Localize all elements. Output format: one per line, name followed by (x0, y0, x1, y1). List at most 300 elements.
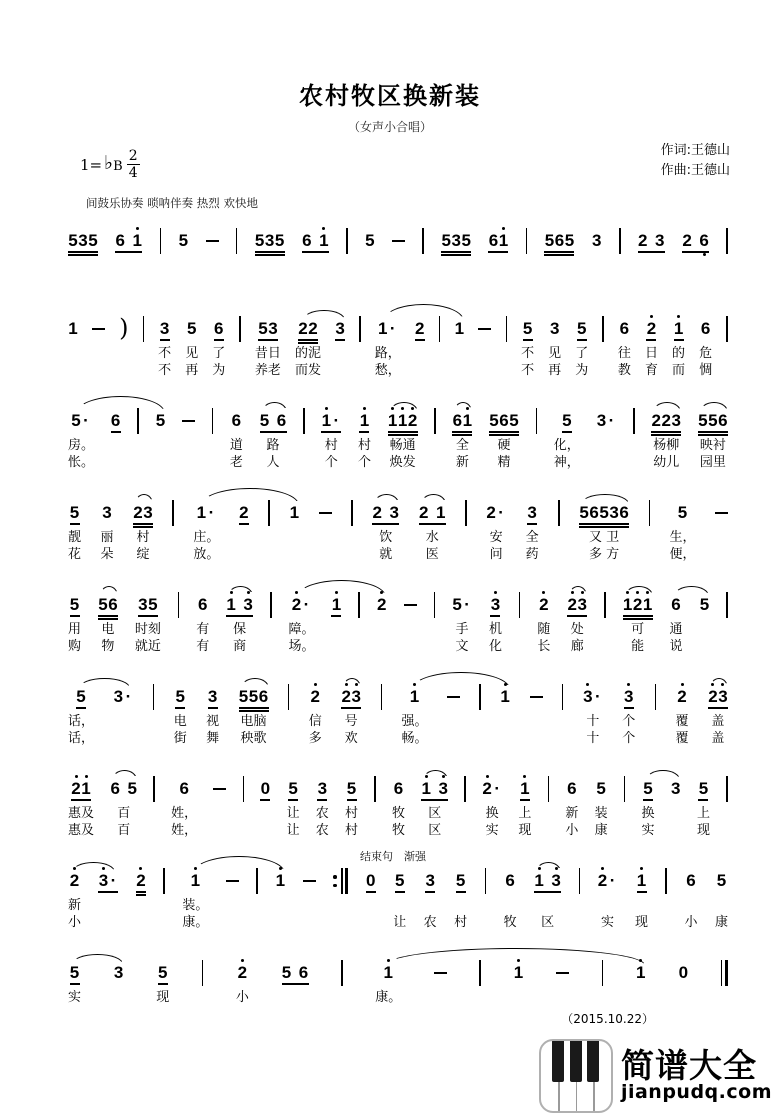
duration-underline (388, 434, 418, 436)
lyric-line2 (106, 914, 110, 931)
tempo-marking: 间鼓乐协奏 唢呐伴奏 热烈 欢快地 (86, 196, 258, 210)
duration-underline (372, 523, 399, 525)
note-digit: 2 (372, 503, 382, 522)
brand-name: 简谱大全 (620, 1045, 757, 1085)
lyric-line2 (278, 914, 282, 931)
dash-note (213, 779, 226, 799)
note-digit: 5 (178, 231, 189, 250)
lyric-line1 (408, 621, 412, 638)
note-group (504, 865, 517, 931)
note-group (92, 313, 105, 379)
lyric-line2: 花 (68, 547, 82, 562)
note-digit: 1 (359, 411, 370, 430)
lyric-line1: 个 (622, 714, 636, 729)
lyric-line1 (483, 345, 487, 362)
note-group (636, 957, 646, 1006)
duration-underline (298, 339, 318, 341)
note-digit: 5 (248, 687, 259, 706)
note-group (212, 313, 225, 379)
barline (137, 408, 139, 434)
duration-underline (534, 891, 561, 893)
note-digit: 5 (596, 779, 606, 798)
lyric-line1: 通 (669, 622, 683, 637)
duration-underline (260, 431, 287, 433)
duration-underline (214, 339, 224, 341)
note-digit: 3 (264, 231, 275, 250)
score-line (68, 589, 728, 655)
note-digit: 5 (288, 779, 298, 798)
note-digit: 6 (619, 503, 629, 522)
note-group (699, 589, 709, 655)
lyric-line2 (604, 454, 608, 471)
lyric-line2 (158, 454, 162, 471)
octave-dot-above (194, 867, 197, 870)
lyric-line1: 换 (485, 806, 499, 821)
lyric-line2: 精 (497, 455, 511, 470)
note-row (68, 405, 728, 471)
lyric-line1 (516, 989, 520, 1006)
note-digit: 2 (567, 595, 577, 614)
octave-dot-above (325, 407, 328, 410)
note-group (375, 957, 401, 1006)
lyric-line2: 实 (601, 915, 615, 930)
octave-dot-above (636, 591, 639, 594)
lyric-line2 (380, 638, 384, 655)
lyricist-credit: 作词:王德山 (660, 143, 730, 158)
note-digit: 5 (186, 319, 197, 338)
phrase-close-paren: ) (119, 314, 129, 342)
duration-underline (638, 251, 665, 253)
barline (655, 684, 657, 710)
time-signature (127, 149, 140, 180)
lyric-line1: 道 (229, 438, 243, 453)
lyric-line1 (334, 621, 338, 638)
barline (358, 592, 360, 618)
lyric-line1: 强。 (401, 714, 428, 729)
barline (665, 868, 667, 894)
barline (726, 592, 728, 618)
barline (602, 316, 604, 342)
barline (212, 408, 214, 434)
note-group (377, 589, 387, 655)
lyric-line2: 牧 (503, 915, 517, 930)
note-group (68, 225, 98, 257)
note-group (592, 225, 602, 257)
note-digit: 6 (108, 595, 118, 614)
lyric-line1: 不 (158, 346, 172, 361)
barline (236, 228, 238, 254)
barline (153, 776, 155, 802)
note-digit: 6 (567, 779, 577, 798)
barline (562, 684, 564, 710)
duration-underline (317, 799, 327, 801)
octave-dot-above (542, 591, 545, 594)
duration-underline (395, 891, 405, 893)
lyric-line2: 牧 (391, 823, 405, 838)
duration-underline (258, 339, 278, 341)
note-digit: 1 (387, 411, 398, 430)
duration-underline (115, 251, 142, 253)
lyric-line2: 小 (68, 915, 82, 930)
note-digit: 5 (698, 779, 709, 798)
note-digit: 1 (636, 871, 647, 890)
note-group (521, 313, 534, 379)
dash-note (434, 963, 447, 983)
note-digit: 5 (71, 411, 81, 430)
note-digit: 1 (321, 411, 332, 430)
note-group (114, 957, 124, 1006)
rest-note: 0 (260, 779, 271, 798)
note-group (113, 681, 133, 747)
lyric-line2: 焕发 (389, 455, 416, 470)
barline (268, 500, 270, 526)
note-digit: 2 (682, 231, 692, 250)
note-digit: 3 (577, 595, 587, 614)
note-digit: 3 (527, 503, 537, 522)
lyric-line1 (121, 713, 125, 730)
octave-dot-above (466, 407, 469, 410)
barline (726, 228, 728, 254)
lyric-line2: 放。 (193, 547, 220, 562)
note-group (110, 773, 137, 839)
note-group (392, 773, 405, 839)
lyric-line2: 便， (669, 547, 696, 562)
lyric-line2: 欢 (344, 731, 358, 746)
dash-note (182, 411, 195, 431)
octave-dot-above (601, 867, 604, 870)
lyric-line1: 杨柳 (653, 438, 680, 453)
lyric-line2: 个 (357, 455, 371, 470)
octave-dot-above (639, 959, 642, 962)
lyric-line2: 农 (315, 823, 329, 838)
note-digit: 2 (239, 503, 249, 522)
section-label: 结束句 渐强 (360, 850, 426, 863)
note-digit: 2 (298, 319, 308, 338)
dash-note (92, 319, 105, 339)
note-digit: 5 (698, 411, 708, 430)
lyric-line1: 危 (699, 346, 713, 361)
octave-dot-above (230, 591, 233, 594)
note-digit: 1 (622, 595, 633, 614)
note-digit: 1 (68, 319, 78, 338)
lyric-line1: 村 (357, 438, 371, 453)
duration-underline (302, 251, 329, 253)
barline (479, 684, 481, 710)
barline (346, 228, 348, 254)
duration-underline (288, 799, 298, 801)
note-digit: 1 (132, 231, 142, 250)
barline (624, 776, 626, 802)
note-digit: 5 (452, 595, 462, 614)
dash-note (530, 687, 543, 707)
duration-underline (136, 894, 146, 896)
lyric-line2: 让 (286, 823, 300, 838)
lyric-line2: 廊 (570, 639, 584, 654)
lyric-line1 (398, 897, 402, 914)
duration-underline (388, 431, 418, 433)
note-digit: 5 (148, 595, 158, 614)
key-letter: B (113, 159, 123, 174)
dash-note (303, 871, 316, 891)
note-group (452, 589, 472, 655)
lyric-line2: 绽 (136, 547, 150, 562)
barline (351, 500, 353, 526)
note-digit: 3 (438, 779, 448, 798)
barline (359, 316, 361, 342)
note-digit: 5 (564, 231, 575, 250)
note-group (622, 681, 635, 747)
lyric-line2: 让 (393, 915, 407, 930)
note-digit: 5 (68, 231, 78, 250)
octave-dot-above (73, 867, 76, 870)
lyric-line1 (702, 621, 706, 638)
octave-dot-above (555, 867, 558, 870)
lyric-line1: 全 (455, 438, 469, 453)
lyric-line2 (307, 914, 311, 931)
lyric-line1: 新 (68, 898, 82, 913)
note-digit: 5 (258, 319, 268, 338)
note-digit: 3 (207, 687, 218, 706)
note-group (111, 405, 121, 471)
note-group (100, 497, 113, 563)
note-group (623, 589, 653, 655)
note-digit: 2 (291, 595, 302, 614)
duration-underline (76, 707, 86, 709)
barline (526, 228, 528, 254)
note-digit: 3 (389, 503, 399, 522)
note-group (155, 405, 165, 471)
note-group (372, 497, 399, 563)
note-digit: · (594, 687, 601, 706)
note-group (289, 589, 315, 655)
note-digit: 5 (441, 231, 451, 250)
note-digit: 6 (214, 319, 224, 338)
note-row (68, 589, 728, 655)
lyric-line2 (121, 730, 125, 747)
lyric-line2: 化 (488, 639, 502, 654)
note-digit: 1 (196, 503, 207, 522)
note-digit: 5 (98, 595, 108, 614)
note-digit: 5 (254, 231, 265, 250)
note-group (699, 313, 712, 379)
lyric-line1: 了 (575, 346, 589, 361)
lyric-line1: 随 (537, 622, 551, 637)
note-digit: 1 (520, 779, 530, 798)
lyric-line2: 多 (308, 731, 322, 746)
lyric-line1 (604, 437, 608, 454)
duration-underline (415, 339, 425, 341)
note-group (715, 497, 728, 563)
lyric-line2 (457, 362, 461, 379)
duration-underline (335, 339, 345, 341)
note-group (447, 681, 460, 747)
lyric-line2: 村 (454, 915, 468, 930)
lyric-line1 (263, 805, 267, 822)
lyric-line2: 园里 (699, 455, 726, 470)
duration-underline (623, 618, 653, 620)
note-digit: 3 (671, 411, 681, 430)
octave-dot-above (322, 227, 325, 230)
note-digit: 5 (522, 319, 533, 338)
meter-denominator: 4 (128, 165, 138, 181)
note-digit: 5 (455, 871, 466, 890)
lyric-line1: 惠及 (68, 806, 95, 821)
note-digit: 5 (69, 503, 80, 522)
barline (619, 228, 621, 254)
duration-underline (646, 339, 656, 341)
duration-underline (70, 983, 80, 985)
octave-dot-above (517, 959, 520, 962)
note-group (500, 681, 510, 747)
duration-underline (98, 615, 118, 617)
lyric-line1 (96, 345, 100, 362)
duration-underline (239, 523, 249, 525)
note-digit: · (608, 411, 615, 430)
score-line (68, 681, 728, 747)
lyric-line2: 舞 (206, 731, 220, 746)
note-group (635, 865, 648, 931)
note-digit: 5 (544, 231, 555, 250)
barline (485, 868, 487, 894)
lyric-line2: 康 (714, 915, 728, 930)
lyric-line2: 农 (423, 915, 437, 930)
note-group (98, 865, 118, 931)
repeat-barline (333, 868, 348, 894)
score-line (68, 497, 728, 563)
octave-dot-above (136, 227, 139, 230)
lyric-line2: 覆 (675, 731, 689, 746)
barline (434, 592, 436, 618)
note-group (193, 497, 219, 563)
dash-note (392, 231, 405, 251)
octave-dot-above (586, 683, 589, 686)
duration-underline (341, 707, 361, 709)
note-group (255, 313, 281, 379)
barline (172, 500, 174, 526)
lyric-line2: 十 (586, 731, 600, 746)
note-digit: 1 (636, 963, 646, 982)
note-group (358, 405, 371, 471)
lyric-line1 (639, 989, 643, 1006)
note-digit: 2 (310, 687, 321, 706)
note-group (239, 681, 269, 747)
octave-dot-above (486, 775, 489, 778)
score-line (68, 405, 728, 471)
note-group (638, 225, 665, 257)
lyric-line1: 化， (553, 438, 580, 453)
lyric-line2: 能 (631, 639, 645, 654)
note-digit: · (110, 871, 117, 890)
lyric-line2: 实 (485, 823, 499, 838)
note-group (236, 957, 249, 1006)
duration-underline (98, 891, 118, 893)
note-group (482, 773, 502, 839)
note-digit: 6 (619, 319, 630, 338)
rest-note: 0 (365, 871, 376, 890)
duration-underline (111, 431, 121, 433)
lyric-line1 (278, 897, 282, 914)
duration-underline (136, 891, 146, 893)
lyric-line1: 现 (156, 990, 170, 1005)
duration-underline (624, 707, 634, 709)
note-digit: 2 (677, 687, 687, 706)
note-group (260, 405, 287, 471)
lyric-line1 (242, 529, 246, 546)
dash-note (447, 687, 460, 707)
note-digit: 5 (708, 411, 718, 430)
duration-underline (579, 526, 629, 528)
note-digit: 3 (243, 595, 253, 614)
octave-dot-above (363, 407, 366, 410)
note-group (697, 773, 710, 839)
note-digit: 5 (489, 411, 499, 430)
duration-underline (456, 891, 466, 893)
octave-dot-above (646, 591, 649, 594)
note-row (68, 497, 728, 563)
octave-dot-above (523, 775, 526, 778)
lyric-line2: 实 (641, 823, 655, 838)
duration-underline (544, 254, 574, 256)
note-digit: 5 (238, 687, 249, 706)
note-digit: 3 (451, 231, 461, 250)
lyric-line1: 十 (586, 714, 600, 729)
lyric-line1 (605, 897, 609, 914)
lyric-line1: 姓， (171, 806, 198, 821)
duration-underline (68, 251, 98, 253)
duration-underline (682, 251, 709, 253)
lyric-line2: 为 (575, 363, 589, 378)
duration-underline (366, 891, 376, 893)
note-digit: 2 (133, 503, 143, 522)
lyric-line2 (418, 362, 422, 379)
lyric-line2 (218, 822, 222, 839)
note-group (415, 313, 425, 379)
note-digit: 1 (454, 319, 465, 338)
lyric-line1 (546, 897, 550, 914)
lyric-line2: 秧歌 (240, 731, 267, 746)
note-digit: 5 (643, 779, 653, 798)
note-digit: 5 (461, 231, 471, 250)
note-digit: 6 (258, 687, 269, 706)
lyric-line2: 而 (672, 363, 686, 378)
barline (548, 776, 550, 802)
note-digit: 3 (159, 319, 170, 338)
note-digit: · (333, 411, 340, 430)
barline (465, 500, 467, 526)
note-digit: 5 (716, 871, 727, 890)
note-digit: 5 (346, 779, 357, 798)
score-line (68, 773, 728, 839)
lyric-line2: 怅。 (68, 455, 95, 470)
note-group (401, 681, 427, 747)
barline (536, 408, 538, 434)
lyric-line1: 视 (206, 714, 220, 729)
lyric-line1: 庄。 (193, 530, 220, 545)
octave-dot-above (711, 683, 714, 686)
lyric-line1: 时刻 (134, 622, 161, 637)
note-group (319, 497, 332, 563)
lyric-line2: 朵 (100, 547, 114, 562)
lyric-line2: 康 (594, 823, 608, 838)
note-digit: 5 (577, 319, 587, 338)
duration-underline (489, 434, 519, 436)
lyric-line1 (307, 897, 311, 914)
lyric-line2: 区 (541, 915, 555, 930)
note-group (255, 225, 285, 257)
barline (303, 408, 305, 434)
note-digit: 2 (638, 231, 648, 250)
lyric-line1: 村 (324, 438, 338, 453)
